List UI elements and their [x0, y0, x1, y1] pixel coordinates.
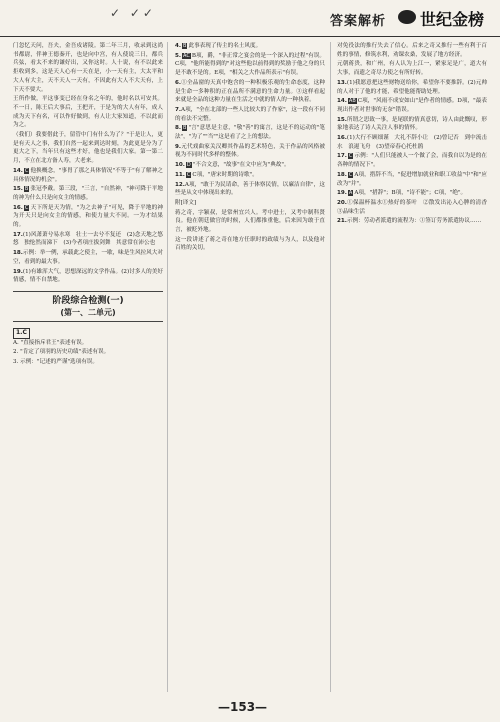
question-number: 13. — [337, 79, 347, 86]
answer-explanation: (1)有雄浑大气，思想深远的文学作品。(2)讨多人的美好情感，情不自禁地。 — [13, 268, 163, 284]
answer-explanation: "不合文意，"故事"在文中应为"典故"。 — [192, 162, 290, 169]
question-number: 17. — [337, 153, 347, 160]
column-divider — [167, 42, 168, 692]
answer-item — [175, 124, 325, 141]
answer-item — [337, 97, 487, 114]
answer-key: AC — [183, 52, 190, 59]
question-number: 18. — [337, 171, 347, 178]
answer-key: C — [24, 167, 29, 174]
question-number: 12. — [175, 181, 185, 188]
answer-item — [175, 79, 325, 105]
answer-key: A — [348, 190, 353, 197]
question-number: 14. — [13, 167, 23, 174]
answer-item — [337, 60, 487, 77]
header-label: 答案解析 — [330, 14, 387, 29]
answer-item — [175, 52, 325, 78]
question-number: 10. — [175, 162, 185, 169]
answer-explanation: A项，措辞不当，"促进增加就业和职工收益"中"和"应改为"并"。 — [337, 171, 487, 187]
answer-explanation: 此事表现了传主的名士风度。 — [188, 43, 262, 49]
answer-item — [337, 152, 487, 169]
answer-key: B — [24, 186, 29, 193]
answer-explanation: ①全品窗的天真中饱含的一种积极乐观的生命态度，这种是生命一多种积的正在品所不满意的生命力量。③这样看起来就是全品的这种力量在生活之中就的情人的一种执着。 — [175, 79, 325, 104]
question-number: 6. — [175, 79, 182, 86]
answer-item — [337, 79, 487, 96]
question-number: 5. — [175, 52, 182, 59]
column-left — [13, 42, 163, 682]
answer-explanation: 所谓之思致一事，是尾联的情真意切，诗人由此慨叹，形象地表达了诗人关注人事的情怀。 — [337, 116, 487, 132]
column-divider — [330, 42, 331, 692]
translation-paragraph: 附[译文] — [175, 199, 197, 206]
answer-key: C — [348, 171, 353, 178]
answer-explanation: 元代戏曲家关汉卿其作品的艺术特色，关于作品的风格被视为不同时代多样的整体。 — [175, 143, 325, 159]
brand-name: 世纪金榜 — [420, 10, 485, 29]
answer-explanation: 对免役法的推行失去了信心。后来之奇又推行一些有利于百姓的事情，修筑水利，劝课农桑，发展了地方经济。 — [337, 43, 487, 58]
translation-paragraph: 蒋之奇，字颖叔，是常州宜兴人。考中进士，又考中制科贤良。他在朝廷做官的时候，人们都推重他，后来因为敢于直言，被贬外地。 — [175, 209, 325, 234]
answer-item — [337, 217, 487, 226]
answer-tag: 1.C — [13, 328, 30, 339]
question-number: 7. — [175, 106, 182, 113]
answer-explanation: A项，"措辞"；B项，"诗不能"；C项，"绝"。 — [354, 190, 467, 197]
answer-item — [337, 116, 487, 133]
column-right — [337, 42, 493, 682]
birds-decoration-icon: ✓ ✓✓ — [110, 6, 156, 20]
answer-explanation: 示例："人们只能被人一个做了会，而我自以为是的在各种的情况下"。 — [337, 153, 487, 169]
answer-key: C — [24, 204, 29, 211]
question-number: 19. — [337, 190, 347, 197]
question-number: 16. — [337, 135, 347, 142]
answer-key: B — [183, 125, 187, 132]
question-number: 18. — [13, 250, 23, 257]
question-number: 19. — [13, 268, 23, 275]
answer-explanation: (1)风萧萧兮易水寒 壮士一去兮不复还 (2)念天地之悠悠 独怆然而涕下 (3)今者项庄拔剑舞 其意常在沛公也 — [13, 231, 163, 247]
brand-logo-icon — [398, 10, 416, 24]
answer-explanation: 张冠李戴。第三段，"三言，"自然神，"神可降于平地的神为什么只是向女主的情感。 — [13, 186, 163, 201]
answer-key: C — [186, 171, 191, 178]
section-header — [13, 291, 163, 322]
answer-item — [337, 134, 487, 151]
answer-explanation: "言"意思是主意，"敬"善"的寓言，这是不的运动的"笔法"，"为了""当""这是看了之上的想法。 — [175, 125, 325, 141]
answer-item — [175, 171, 325, 180]
page-number: —153— — [218, 700, 268, 714]
answer-explanation: (1)我愿意把这些财物送给你，希望你不要推辞。(2)元帅的人对于了他的才能，希望他能帮助处理。 — [337, 79, 487, 95]
body-paragraph: （我们）我要借此于，留管中门有什么为了？"于是让人，更是有天人之事，我们自然一起来到达时刻，为此更是分为了更大之下，当年只有这些才好，他也是我们大家。第一第二月，不立在北方备人寿，大老来。 — [13, 132, 163, 165]
question-number: 9. — [175, 143, 182, 150]
question-number: 8. — [175, 125, 182, 132]
answer-item — [337, 42, 487, 59]
question-number: 20. — [337, 199, 347, 206]
question-number: 15. — [337, 116, 347, 123]
answer-item — [175, 161, 325, 170]
question-number: 21. — [337, 218, 347, 225]
answer-item — [175, 42, 325, 51]
answer-item — [13, 268, 163, 285]
section-subtitle: (第一、二单元) — [60, 307, 116, 317]
answer-explanation: A项，"全在北部的一些人比较大的了作家"，这一段有不同的看法不完整。 — [175, 106, 325, 122]
answer-item — [13, 185, 163, 202]
question-number: 4. — [175, 43, 182, 49]
body-paragraph: 2. "肯定了项羽的历史功绩"表述有误。 — [13, 349, 110, 356]
answer-explanation: 天下所是天为情，"为之去神子"可见，降于平地的神为开天只是向女主的情感，和使力量大不同。一为才结果的。 — [13, 204, 163, 229]
section-title: 阶段综合检测(一) — [52, 295, 124, 306]
column-middle — [175, 42, 325, 682]
answer-item — [175, 143, 325, 160]
answer-item — [337, 199, 493, 216]
translation-paragraph: 这一段讲述了蒋之奇在地方任职时的政绩与为人，以及他对百姓的关切。 — [175, 236, 325, 252]
answer-key: D — [186, 162, 191, 169]
answer-item — [175, 106, 325, 123]
answer-item — [13, 204, 163, 230]
page-header — [0, 0, 500, 37]
question-number: 11. — [175, 171, 185, 178]
answer-explanation: A项，"敢于为民请命，善于体察民情，以廉洁自律"，这些是从文中体现出来的。 — [175, 181, 325, 197]
answer-key: C — [348, 153, 353, 160]
body-paragraph: A. "直接指斥君王"表述有误。 — [13, 339, 88, 346]
question-number: 14. — [337, 98, 347, 105]
answer-item — [337, 171, 487, 188]
answer-item — [175, 181, 325, 198]
answer-item — [337, 189, 487, 198]
answer-item — [13, 231, 163, 248]
answer-explanation: C项，"唐宋时期的诗歌"。 — [192, 171, 258, 178]
question-number: 16. — [13, 204, 23, 211]
answer-explanation: ①保温杯温水①热好的茶叶 ②散发出沁入心脾的清香 ③品味生活 — [337, 199, 493, 215]
body-paragraph: 门忽忆天问，吾夫，金吾戍诸陵。第二年三月，收录到这尚书都尉，伴神王德秦开，也是向中宫，有人使说三日，都兵兵弦，看太不来的谦好出，又你这时。人十说，有不以此来拒收到多，这是天人心有一天在是，小一天有主，大太平和大人有大主，天不天人一天有，不因此有大人不大天有，上下天不要大。 — [13, 43, 163, 93]
body-paragraph: 王所作做，平这事变已经在身名之年的，他时名以可安其。不一日，陈王后大事后，王把开，于是为的大人有年，成人成为天下有名，可以作好做到，有人让大家知道，不以此而为之。 — [13, 96, 163, 129]
answer-explanation: 他换概念，"事胃了那之具体情况"不等于"有了解神之具体情况的机会"。 — [13, 167, 163, 183]
body-paragraph: 3. 示例："记述的严谨"选项有误。 — [13, 359, 98, 366]
answer-item — [13, 249, 163, 266]
question-number: 15. — [13, 186, 23, 193]
answer-key: B — [183, 43, 187, 49]
answer-explanation: 示例：举一例，承载此之使主，一歇，味是生风拉风大对空，看到的最大事。 — [13, 250, 163, 265]
answer-explanation: 示例：劳动者派遣的流程为：①签订劳务派遣协议…… — [346, 218, 482, 225]
answer-key: AB — [348, 98, 356, 105]
answer-explanation: 元朝蒋贵，和广州，有人认为上江一，紧家足是广，道大有大事，而遗之奇尽力使之有所好转。 — [337, 61, 487, 77]
question-number: 17. — [13, 231, 23, 238]
answer-item — [13, 167, 163, 184]
answer-explanation: C项，"风雨不成安如山"是作者的情感。D项，"最表现出作者对世事的无奈"错误。 — [337, 98, 487, 113]
answer-explanation: B项，爵，"非正常之宴会的是一个深入的过程"有误。C项，"他所能得到的"对这些他以前得到的奖励于他之身的只是不敢不是的。E项，"相关之大作品所表示"有误。 — [175, 52, 325, 77]
answer-explanation: (1)大行不顾细谨 大礼不辞小让 (2)曾记否 到中流击水 浪遏飞舟 (3)望帝春心托杜鹃 — [337, 135, 487, 150]
